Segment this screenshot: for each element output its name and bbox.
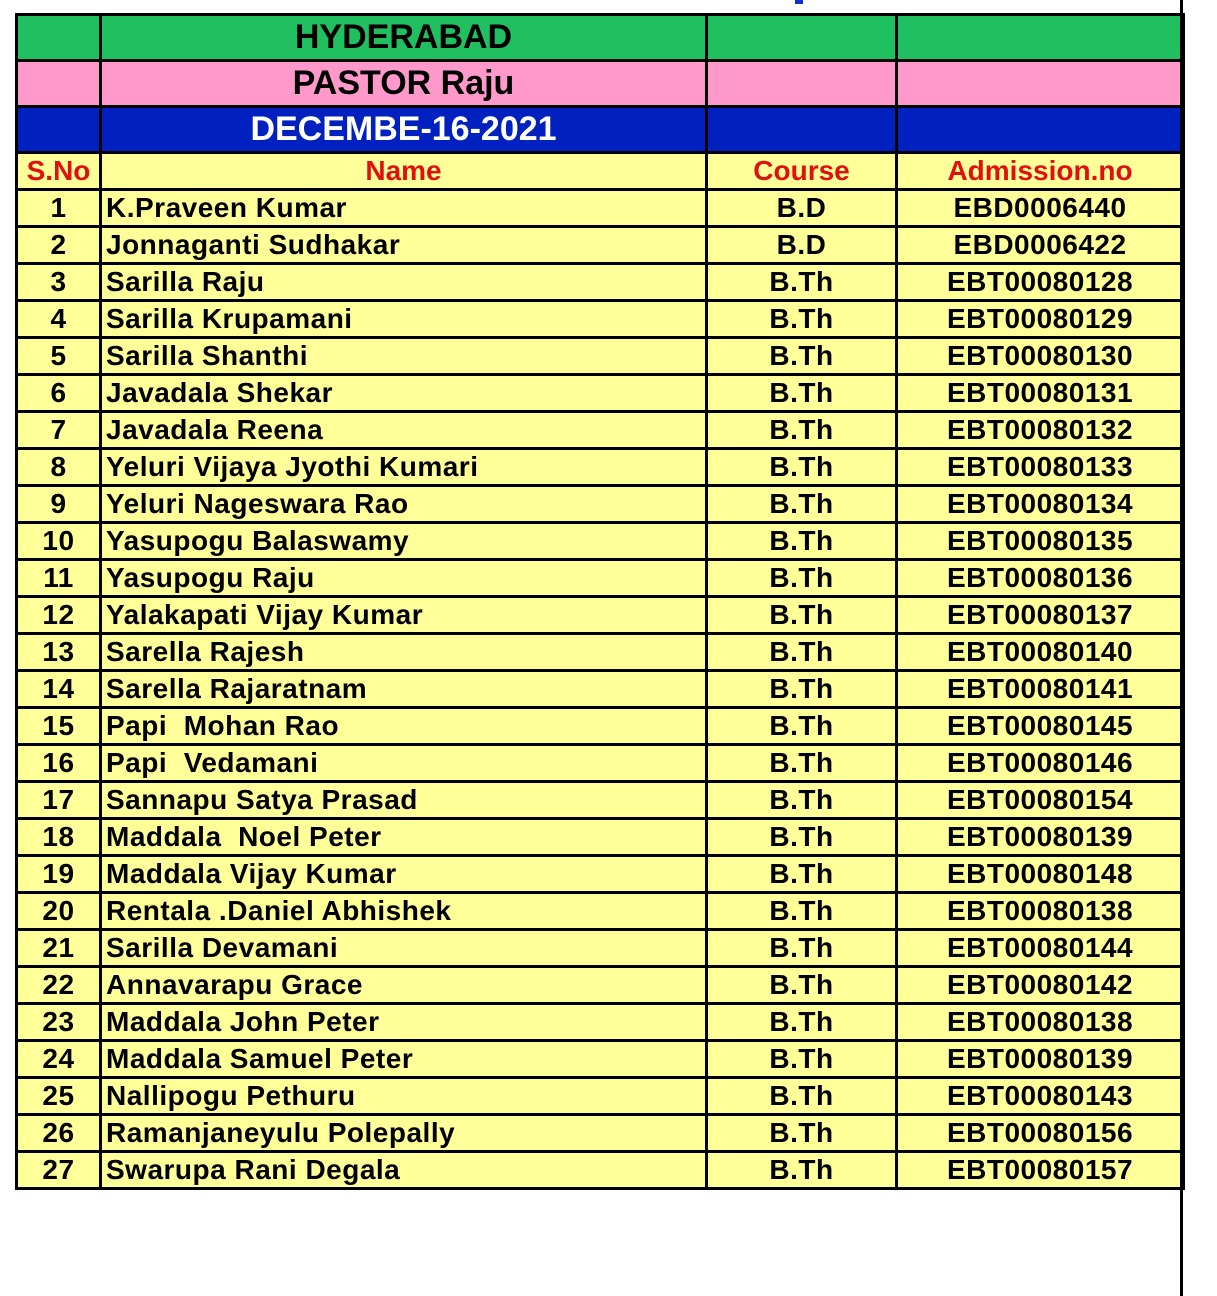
banner-empty-cell bbox=[707, 61, 897, 107]
name-cell: K.Praveen Kumar bbox=[101, 190, 707, 227]
course-cell: B.Th bbox=[707, 819, 897, 856]
course-cell: B.Th bbox=[707, 301, 897, 338]
sno-cell: 26 bbox=[17, 1115, 101, 1152]
name-cell: Yasupogu Balaswamy bbox=[101, 523, 707, 560]
name-cell: Maddala Noel Peter bbox=[101, 819, 707, 856]
name-cell: Yalakapati Vijay Kumar bbox=[101, 597, 707, 634]
sno-cell: 20 bbox=[17, 893, 101, 930]
name-cell: Jonnaganti Sudhakar bbox=[101, 227, 707, 264]
name-cell: Annavarapu Grace bbox=[101, 967, 707, 1004]
table-row bbox=[17, 782, 1184, 819]
banner-empty-cell bbox=[17, 107, 101, 153]
course-cell: B.Th bbox=[707, 338, 897, 375]
admission-cell: EBT00080138 bbox=[897, 893, 1184, 930]
admission-cell: EBT00080130 bbox=[897, 338, 1184, 375]
sno-cell: 16 bbox=[17, 745, 101, 782]
course-cell: B.Th bbox=[707, 1004, 897, 1041]
table-row bbox=[17, 819, 1184, 856]
table-row bbox=[17, 967, 1184, 1004]
name-cell: Sarella Rajesh bbox=[101, 634, 707, 671]
sno-cell: 14 bbox=[17, 671, 101, 708]
course-cell: B.Th bbox=[707, 412, 897, 449]
name-cell: Sarilla Shanthi bbox=[101, 338, 707, 375]
name-cell: Yeluri Nageswara Rao bbox=[101, 486, 707, 523]
sno-cell: 21 bbox=[17, 930, 101, 967]
name-cell: Maddala John Peter bbox=[101, 1004, 707, 1041]
name-cell: Sannapu Satya Prasad bbox=[101, 782, 707, 819]
table-row bbox=[17, 227, 1184, 264]
city-banner-row bbox=[17, 15, 1184, 61]
city-banner: HYDERABAD bbox=[101, 15, 707, 61]
admission-cell: EBD0006422 bbox=[897, 227, 1184, 264]
admission-cell: EBT00080133 bbox=[897, 449, 1184, 486]
table-row bbox=[17, 671, 1184, 708]
name-cell: Nallipogu Pethuru bbox=[101, 1078, 707, 1115]
admission-cell: EBT00080132 bbox=[897, 412, 1184, 449]
course-cell: B.Th bbox=[707, 856, 897, 893]
name-cell: Maddala Samuel Peter bbox=[101, 1041, 707, 1078]
sno-cell: 24 bbox=[17, 1041, 101, 1078]
admission-cell: EBT00080143 bbox=[897, 1078, 1184, 1115]
sno-cell: 4 bbox=[17, 301, 101, 338]
name-cell: Papi Mohan Rao bbox=[101, 708, 707, 745]
banner-empty-cell bbox=[707, 107, 897, 153]
admission-cell: EBT00080144 bbox=[897, 930, 1184, 967]
name-cell: Sarilla Krupamani bbox=[101, 301, 707, 338]
name-cell: Ramanjaneyulu Polepally bbox=[101, 1115, 707, 1152]
sno-cell: 7 bbox=[17, 412, 101, 449]
table-row bbox=[17, 264, 1184, 301]
admission-cell: EBT00080146 bbox=[897, 745, 1184, 782]
course-cell: B.Th bbox=[707, 486, 897, 523]
admission-cell: EBT00080139 bbox=[897, 819, 1184, 856]
sno-cell: 10 bbox=[17, 523, 101, 560]
admission-cell: EBT00080128 bbox=[897, 264, 1184, 301]
course-cell: B.Th bbox=[707, 708, 897, 745]
student-admission-table bbox=[15, 13, 1185, 1190]
date-banner-row bbox=[17, 107, 1184, 153]
sno-cell: 25 bbox=[17, 1078, 101, 1115]
admission-cell: EBT00080154 bbox=[897, 782, 1184, 819]
course-cell: B.Th bbox=[707, 745, 897, 782]
name-cell: Swarupa Rani Degala bbox=[101, 1152, 707, 1189]
admission-cell: EBT00080140 bbox=[897, 634, 1184, 671]
admission-cell: EBT00080156 bbox=[897, 1115, 1184, 1152]
header-course: Course bbox=[707, 153, 897, 190]
course-cell: B.Th bbox=[707, 1041, 897, 1078]
table-row bbox=[17, 449, 1184, 486]
table-row bbox=[17, 893, 1184, 930]
admission-cell: EBT00080135 bbox=[897, 523, 1184, 560]
name-cell: Maddala Vijay Kumar bbox=[101, 856, 707, 893]
table-row bbox=[17, 560, 1184, 597]
sno-cell: 8 bbox=[17, 449, 101, 486]
sno-cell: 9 bbox=[17, 486, 101, 523]
name-cell: Sarella Rajaratnam bbox=[101, 671, 707, 708]
sno-cell: 19 bbox=[17, 856, 101, 893]
course-cell: B.Th bbox=[707, 967, 897, 1004]
page-edge-rule bbox=[1180, 0, 1183, 1296]
admission-cell: EBT00080136 bbox=[897, 560, 1184, 597]
admission-cell: EBT00080131 bbox=[897, 375, 1184, 412]
banner-empty-cell bbox=[897, 107, 1184, 153]
name-cell: Rentala .Daniel Abhishek bbox=[101, 893, 707, 930]
sno-cell: 6 bbox=[17, 375, 101, 412]
admission-cell: EBT00080137 bbox=[897, 597, 1184, 634]
sno-cell: 15 bbox=[17, 708, 101, 745]
course-cell: B.D bbox=[707, 190, 897, 227]
banner-empty-cell bbox=[897, 15, 1184, 61]
table-row bbox=[17, 1115, 1184, 1152]
table-row bbox=[17, 412, 1184, 449]
admission-cell: EBT00080138 bbox=[897, 1004, 1184, 1041]
pastor-banner: PASTOR Raju bbox=[101, 61, 707, 107]
course-cell: B.D bbox=[707, 227, 897, 264]
header-admission: Admission.no bbox=[897, 153, 1184, 190]
sno-cell: 1 bbox=[17, 190, 101, 227]
admission-cell: EBT00080145 bbox=[897, 708, 1184, 745]
admission-cell: EBT00080142 bbox=[897, 967, 1184, 1004]
course-cell: B.Th bbox=[707, 634, 897, 671]
admission-cell: EBT00080148 bbox=[897, 856, 1184, 893]
admission-cell: EBD0006440 bbox=[897, 190, 1184, 227]
course-cell: B.Th bbox=[707, 782, 897, 819]
course-cell: B.Th bbox=[707, 597, 897, 634]
table-row bbox=[17, 745, 1184, 782]
banner-empty-cell bbox=[707, 15, 897, 61]
table-row bbox=[17, 930, 1184, 967]
table-row bbox=[17, 856, 1184, 893]
sno-cell: 22 bbox=[17, 967, 101, 1004]
table-row bbox=[17, 375, 1184, 412]
course-cell: B.Th bbox=[707, 264, 897, 301]
header-name: Name bbox=[101, 153, 707, 190]
course-cell: B.Th bbox=[707, 671, 897, 708]
sno-cell: 18 bbox=[17, 819, 101, 856]
course-cell: B.Th bbox=[707, 1115, 897, 1152]
table-row bbox=[17, 486, 1184, 523]
name-cell: Papi Vedamani bbox=[101, 745, 707, 782]
name-cell: Sarilla Devamani bbox=[101, 930, 707, 967]
table-row bbox=[17, 1004, 1184, 1041]
course-cell: B.Th bbox=[707, 930, 897, 967]
table-row bbox=[17, 634, 1184, 671]
course-cell: B.Th bbox=[707, 375, 897, 412]
pastor-banner-row bbox=[17, 61, 1184, 107]
sno-cell: 3 bbox=[17, 264, 101, 301]
sno-cell: 5 bbox=[17, 338, 101, 375]
table-row bbox=[17, 523, 1184, 560]
table-row bbox=[17, 597, 1184, 634]
table-row bbox=[17, 1152, 1184, 1189]
header-sno: S.No bbox=[17, 153, 101, 190]
sno-cell: 13 bbox=[17, 634, 101, 671]
name-cell: Sarilla Raju bbox=[101, 264, 707, 301]
column-header-row bbox=[17, 153, 1184, 190]
table-row bbox=[17, 708, 1184, 745]
admission-cell: EBT00080157 bbox=[897, 1152, 1184, 1189]
admission-cell: EBT00080129 bbox=[897, 301, 1184, 338]
table-row bbox=[17, 190, 1184, 227]
sno-cell: 23 bbox=[17, 1004, 101, 1041]
table-row bbox=[17, 338, 1184, 375]
course-cell: B.Th bbox=[707, 523, 897, 560]
admission-cell: EBT00080134 bbox=[897, 486, 1184, 523]
sno-cell: 2 bbox=[17, 227, 101, 264]
course-cell: B.Th bbox=[707, 1152, 897, 1189]
date-banner: DECEMBE-16-2021 bbox=[101, 107, 707, 153]
name-cell: Javadala Reena bbox=[101, 412, 707, 449]
banner-empty-cell bbox=[17, 15, 101, 61]
admission-cell: EBT00080141 bbox=[897, 671, 1184, 708]
name-cell: Javadala Shekar bbox=[101, 375, 707, 412]
table-row bbox=[17, 1041, 1184, 1078]
course-cell: B.Th bbox=[707, 1078, 897, 1115]
banner-empty-cell bbox=[17, 61, 101, 107]
name-cell: Yasupogu Raju bbox=[101, 560, 707, 597]
course-cell: B.Th bbox=[707, 560, 897, 597]
table-row bbox=[17, 1078, 1184, 1115]
name-cell: Yeluri Vijaya Jyothi Kumari bbox=[101, 449, 707, 486]
sno-cell: 27 bbox=[17, 1152, 101, 1189]
admission-cell: EBT00080139 bbox=[897, 1041, 1184, 1078]
sno-cell: 11 bbox=[17, 560, 101, 597]
table-row bbox=[17, 301, 1184, 338]
clipped-title-fragment bbox=[795, 0, 803, 4]
sno-cell: 12 bbox=[17, 597, 101, 634]
sno-cell: 17 bbox=[17, 782, 101, 819]
course-cell: B.Th bbox=[707, 449, 897, 486]
course-cell: B.Th bbox=[707, 893, 897, 930]
banner-empty-cell bbox=[897, 61, 1184, 107]
